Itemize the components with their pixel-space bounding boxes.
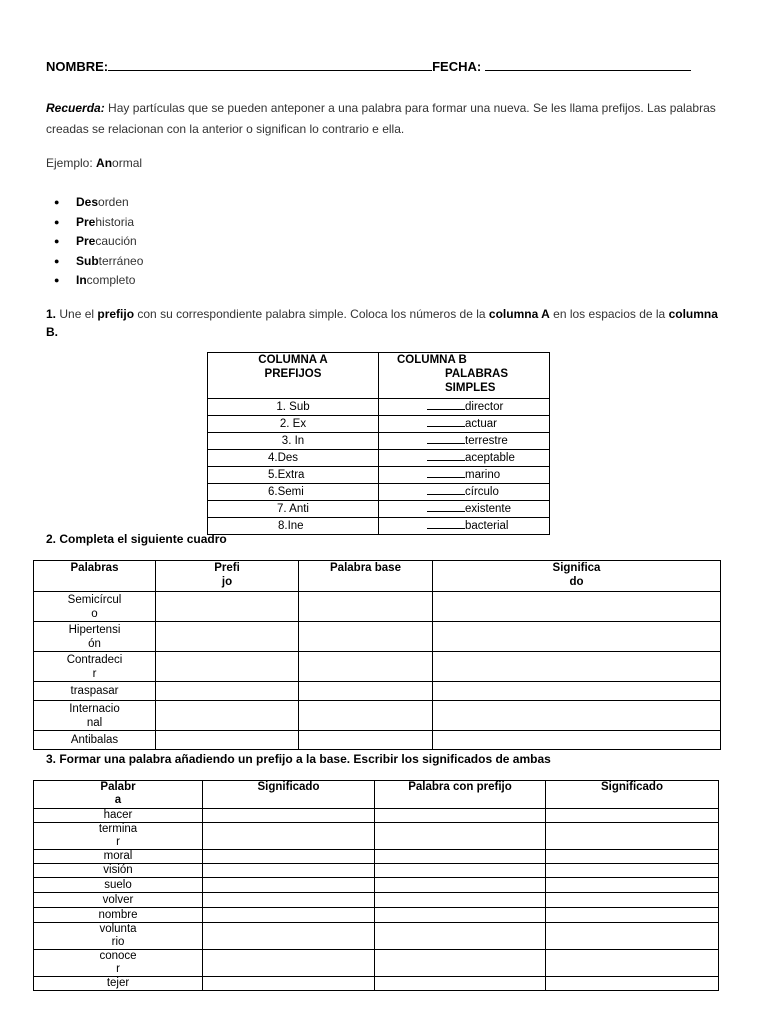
- palabra-header: [34, 781, 203, 809]
- bullet-icon: ●: [54, 255, 60, 266]
- base-word-cell: volunta rio: [34, 923, 203, 950]
- ejemplo-prefix: An: [96, 156, 113, 170]
- word-cell: Antibalas: [34, 731, 156, 750]
- answer-cell[interactable]: [203, 878, 375, 893]
- question-2-heading: 2. Completa el siguiente cuadro: [46, 532, 227, 546]
- simple-word: círculo: [465, 486, 499, 498]
- base-answer-cell[interactable]: [299, 592, 433, 622]
- header-line: a: [114, 794, 122, 806]
- prefix-cell: 7. Anti: [208, 501, 379, 518]
- answer-cell[interactable]: [379, 433, 550, 450]
- example-prefix: Sub: [76, 253, 99, 268]
- fecha-label: FECHA:: [432, 59, 482, 74]
- prefix-answer-cell[interactable]: [156, 701, 299, 731]
- list-item: [54, 271, 143, 291]
- table-row: [34, 977, 719, 991]
- answer-cell[interactable]: [203, 908, 375, 923]
- answer-cell[interactable]: [375, 950, 546, 977]
- answer-cell[interactable]: [379, 416, 550, 433]
- answer-cell[interactable]: [203, 809, 375, 823]
- q1-bold: columna A: [488, 307, 550, 321]
- header-line: PREFIJOS: [264, 368, 322, 380]
- base-word-cell: termina r: [34, 823, 203, 850]
- header-line: do: [569, 576, 584, 588]
- table-row: [34, 652, 721, 682]
- palabra-base-header: [299, 561, 433, 592]
- base-word-cell: moral: [34, 850, 203, 864]
- table-row: [34, 682, 721, 701]
- base-word-cell: nombre: [34, 908, 203, 923]
- answer-blank[interactable]: [427, 518, 465, 529]
- answer-cell[interactable]: [546, 923, 719, 950]
- example-rest: orden: [98, 195, 129, 209]
- table-row: [34, 908, 719, 923]
- answer-cell[interactable]: [203, 923, 375, 950]
- base-word-cell: tejer: [34, 977, 203, 991]
- answer-cell[interactable]: [379, 450, 550, 467]
- list-item: [54, 193, 143, 213]
- q1-text: Une el: [56, 307, 98, 321]
- table-row: [208, 484, 550, 501]
- bullet-icon: ●: [54, 216, 60, 227]
- answer-cell[interactable]: [203, 823, 375, 850]
- table-row: [208, 450, 550, 467]
- answer-blank[interactable]: [427, 399, 465, 410]
- column-b-header: [379, 353, 550, 399]
- answer-cell[interactable]: [546, 950, 719, 977]
- answer-cell[interactable]: [546, 850, 719, 864]
- meaning-answer-cell[interactable]: [433, 701, 721, 731]
- meaning-answer-cell[interactable]: [433, 592, 721, 622]
- header-line: COLUMNA A: [258, 354, 328, 366]
- answer-blank[interactable]: [427, 484, 465, 495]
- answer-cell[interactable]: [379, 518, 550, 535]
- header-text: Palabra base: [330, 562, 401, 574]
- answer-cell[interactable]: [375, 809, 546, 823]
- recuerda-paragraph: [46, 98, 726, 140]
- answer-cell[interactable]: [375, 864, 546, 878]
- example-rest: historia: [95, 214, 135, 229]
- word-cell: Hipertensi ón: [34, 622, 156, 652]
- meaning-answer-cell[interactable]: [433, 682, 721, 701]
- table-row: [34, 731, 721, 750]
- word-cell: Contradeci r: [34, 652, 156, 682]
- base-answer-cell[interactable]: [299, 731, 433, 750]
- answer-cell[interactable]: [203, 850, 375, 864]
- answer-blank[interactable]: [427, 450, 465, 461]
- prefix-answer-cell[interactable]: [156, 622, 299, 652]
- answer-cell[interactable]: [379, 467, 550, 484]
- simple-word: bacterial: [465, 520, 509, 532]
- header-text: Significado: [601, 781, 663, 793]
- nombre-blank[interactable]: [108, 58, 432, 71]
- table-row: [34, 878, 719, 893]
- header-text: Significado: [257, 781, 320, 793]
- answer-cell[interactable]: [375, 878, 546, 893]
- significado-2-header: [546, 781, 719, 809]
- column-a-header: [208, 353, 379, 399]
- answer-cell[interactable]: [546, 977, 719, 991]
- meaning-answer-cell[interactable]: [433, 731, 721, 750]
- table-row: [34, 823, 719, 850]
- ejemplo-line: [46, 156, 142, 170]
- list-item: [54, 213, 143, 233]
- answer-blank[interactable]: [427, 501, 465, 512]
- answer-cell[interactable]: [379, 399, 550, 416]
- table-row: [34, 893, 719, 908]
- prefix-answer-cell[interactable]: [156, 731, 299, 750]
- header-line: Significa: [552, 562, 601, 574]
- prefijo-header: [156, 561, 299, 592]
- bullet-icon: ●: [54, 275, 60, 286]
- example-rest: caución: [95, 234, 137, 248]
- prefix-cell: 1. Sub: [208, 399, 379, 416]
- prefix-cell: 2. Ex: [208, 416, 379, 433]
- bullet-icon: ●: [54, 197, 60, 208]
- complete-table: [33, 560, 721, 750]
- prefix-cell: 8.Ine: [208, 518, 379, 535]
- example-prefix: Des: [76, 195, 99, 209]
- example-prefix: Pre: [76, 234, 96, 248]
- base-word-cell: visión: [34, 864, 203, 878]
- palabra-con-prefijo-header: [375, 781, 546, 809]
- answer-cell[interactable]: [203, 950, 375, 977]
- example-rest: completo: [86, 273, 136, 287]
- significado-header: [433, 561, 721, 592]
- q1-number: 1.: [46, 307, 57, 321]
- table-row: [208, 399, 550, 416]
- simple-word: actuar: [465, 418, 497, 430]
- prefix-cell: 6.Semi: [208, 484, 379, 501]
- prefix-cell: 3. In: [208, 433, 379, 450]
- list-item: [54, 232, 143, 252]
- simple-word: existente: [465, 503, 512, 515]
- base-word-cell: hacer: [34, 809, 203, 823]
- form-words-table: [33, 780, 719, 991]
- base-word-cell: volver: [34, 893, 203, 908]
- ejemplo-label: Ejemplo:: [46, 156, 97, 170]
- answer-cell[interactable]: [375, 908, 546, 923]
- table-row: [34, 701, 721, 731]
- example-rest: terráneo: [98, 253, 144, 268]
- simple-word: marino: [465, 469, 501, 481]
- example-prefix: In: [76, 273, 87, 287]
- header-text: Palabras: [70, 562, 119, 574]
- simple-word: aceptable: [465, 452, 515, 464]
- nombre-label: NOMBRE:: [46, 59, 109, 74]
- answer-cell[interactable]: [375, 823, 546, 850]
- base-answer-cell[interactable]: [299, 652, 433, 682]
- prefix-answer-cell[interactable]: [156, 592, 299, 622]
- table-row: [208, 433, 550, 450]
- answer-cell[interactable]: [379, 484, 550, 501]
- prefix-cell: 5.Extra: [208, 467, 379, 484]
- prefix-cell: 4.Des: [208, 450, 379, 467]
- header-line: jo: [221, 576, 233, 588]
- table-row: [34, 923, 719, 950]
- prefix-answer-cell[interactable]: [156, 682, 299, 701]
- table-row: [208, 467, 550, 484]
- base-answer-cell[interactable]: [299, 682, 433, 701]
- answer-cell[interactable]: [546, 823, 719, 850]
- name-date-line: [46, 58, 706, 74]
- example-prefix: Pre: [76, 214, 96, 229]
- recuerda-label: Recuerda:: [46, 101, 105, 115]
- simple-word: director: [465, 401, 504, 413]
- q1-text: con su correspondiente palabra simple. Coloca los números de la: [134, 307, 489, 321]
- word-cell: traspasar: [34, 682, 156, 701]
- answer-cell[interactable]: [375, 850, 546, 864]
- answer-cell[interactable]: [375, 923, 546, 950]
- header-line: PALABRAS: [445, 368, 509, 380]
- base-answer-cell[interactable]: [299, 701, 433, 731]
- answer-cell[interactable]: [203, 977, 375, 991]
- answer-cell[interactable]: [546, 878, 719, 893]
- question-1-instructions: [46, 305, 726, 341]
- header-text: Palabra con prefijo: [408, 781, 512, 793]
- answer-blank[interactable]: [427, 433, 465, 444]
- table-row: [208, 416, 550, 433]
- header-line: Palabr: [100, 781, 136, 793]
- q1-bold: prefijo: [97, 307, 135, 321]
- meaning-answer-cell[interactable]: [433, 622, 721, 652]
- answer-cell[interactable]: [546, 908, 719, 923]
- answer-cell[interactable]: [546, 809, 719, 823]
- list-item: [54, 252, 143, 272]
- table-row: [208, 518, 550, 535]
- table-row: [34, 592, 721, 622]
- q1-bold: columna B.: [46, 307, 718, 339]
- answer-cell[interactable]: [375, 977, 546, 991]
- base-answer-cell[interactable]: [299, 622, 433, 652]
- fecha-blank[interactable]: [485, 58, 691, 71]
- header-line: Prefi: [214, 562, 240, 574]
- table-row: [34, 864, 719, 878]
- question-3-heading: 3. Formar una palabra añadiendo un prefijo a la base. Escribir los significados de ambas: [46, 752, 551, 766]
- significado-header: [203, 781, 375, 809]
- bullet-icon: ●: [54, 236, 60, 247]
- ejemplo-rest: ormal: [112, 156, 143, 170]
- answer-cell[interactable]: [375, 893, 546, 908]
- word-cell: Semicírcul o: [34, 592, 156, 622]
- answer-cell[interactable]: [203, 893, 375, 908]
- base-word-cell: conoce r: [34, 950, 203, 977]
- answer-cell[interactable]: [546, 893, 719, 908]
- prefix-answer-cell[interactable]: [156, 652, 299, 682]
- table-row: [208, 501, 550, 518]
- table-row: [34, 950, 719, 977]
- answer-cell[interactable]: [379, 501, 550, 518]
- answer-blank[interactable]: [427, 467, 465, 478]
- simple-word: terrestre: [465, 435, 508, 447]
- recuerda-text: Hay partículas que se pueden anteponer a una palabra para formar una nueva. Se les llama prefijos. Las palabras creadas se relacionan con la anterior o significan lo contrario e ella.: [46, 101, 716, 136]
- table-row: [34, 809, 719, 823]
- header-line: SIMPLES: [445, 382, 496, 394]
- prefix-matching-table: [207, 352, 550, 535]
- answer-cell[interactable]: [203, 864, 375, 878]
- word-cell: Internacio nal: [34, 701, 156, 731]
- prefix-examples-list: [54, 193, 143, 291]
- q1-text: en los espacios de la: [549, 307, 669, 321]
- answer-cell[interactable]: [546, 864, 719, 878]
- table-row: [34, 622, 721, 652]
- answer-blank[interactable]: [427, 416, 465, 427]
- header-line: COLUMNA B: [397, 354, 467, 366]
- base-word-cell: suelo: [34, 878, 203, 893]
- palabras-header: [34, 561, 156, 592]
- table-row: [34, 850, 719, 864]
- meaning-answer-cell[interactable]: [433, 652, 721, 682]
